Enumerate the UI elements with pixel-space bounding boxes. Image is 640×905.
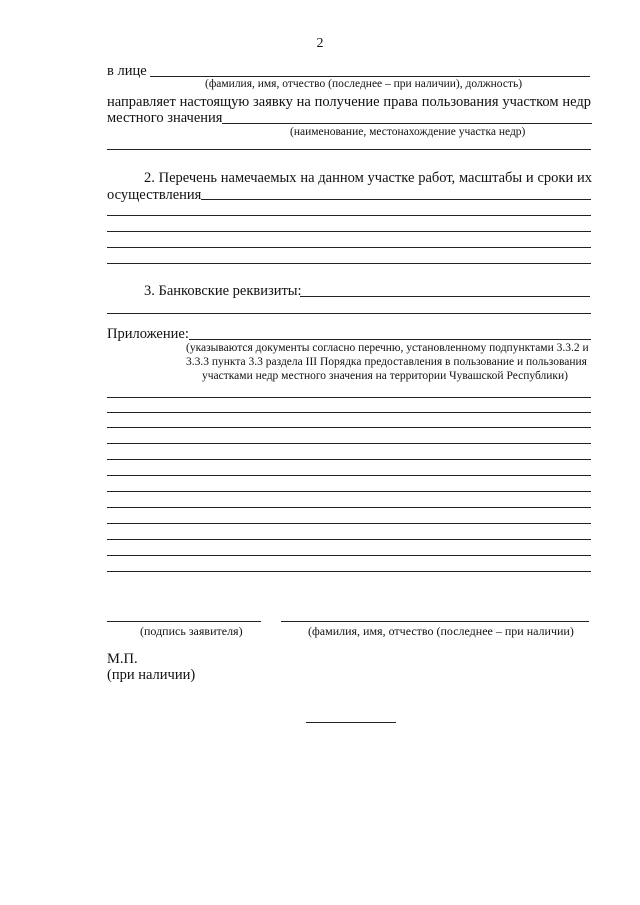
stamp-label: М.П. — [107, 651, 138, 667]
section2-line-2: осуществления — [107, 187, 202, 203]
applicant-name-line — [281, 621, 589, 622]
works-line-0 — [201, 199, 591, 200]
attachment-line-2 — [107, 412, 591, 413]
signature-note: (подпись заявителя) — [140, 624, 243, 638]
applicant-name-note: (фамилия, имя, отчество (последнее – при наличии) — [308, 624, 574, 638]
subsoil-name-line-2 — [107, 149, 591, 150]
works-line-2 — [107, 231, 591, 232]
attachment-line — [189, 339, 591, 340]
application-line-1: направляет настоящую заявку на получение права пользования участком недр — [107, 94, 591, 110]
attachment-line-9 — [107, 523, 591, 524]
attachment-note-2: 3.3.3 пункта 3.3 раздела III Порядка предоставления в пользование и пользования — [186, 356, 587, 368]
attachment-line-5 — [107, 459, 591, 460]
attachment-line-1 — [107, 397, 591, 398]
attachment-line-10 — [107, 539, 591, 540]
signature-line — [107, 621, 261, 622]
attachment-note-1: (указываются документы согласно перечню, установленному подпунктами 3.3.2 и — [186, 342, 589, 354]
works-line-1 — [107, 215, 591, 216]
works-line-3 — [107, 247, 591, 248]
attachment-line-8 — [107, 507, 591, 508]
attachment-line-7 — [107, 491, 591, 492]
attachment-label: Приложение: — [107, 326, 189, 342]
attachment-line-6 — [107, 475, 591, 476]
application-note: (наименование, местонахождение участка недр) — [290, 126, 526, 138]
works-line-4 — [107, 263, 591, 264]
attachment-line-11 — [107, 555, 591, 556]
closing-separator — [306, 722, 396, 723]
in-person-note: (фамилия, имя, отчество (последнее – при наличии), должность) — [205, 78, 523, 90]
attachment-line-4 — [107, 443, 591, 444]
stamp-note: (при наличии) — [107, 667, 196, 683]
attachment-line-12 — [107, 571, 591, 572]
page-number: 2 — [316, 36, 324, 51]
application-line-2: местного значения — [107, 110, 223, 126]
bank-details-line — [300, 296, 590, 297]
section3-label: 3. Банковские реквизиты: — [144, 283, 302, 299]
section2-line-1: 2. Перечень намечаемых на данном участке работ, масштабы и сроки их — [144, 170, 592, 186]
in-person-label: в лице — [107, 63, 147, 79]
subsoil-name-line — [222, 123, 592, 124]
attachment-line-3 — [107, 427, 591, 428]
attachment-note-3: участками недр местного значения на территории Чувашской Республики) — [202, 370, 568, 382]
bank-details-line-2 — [107, 313, 591, 314]
in-person-line — [150, 76, 590, 77]
